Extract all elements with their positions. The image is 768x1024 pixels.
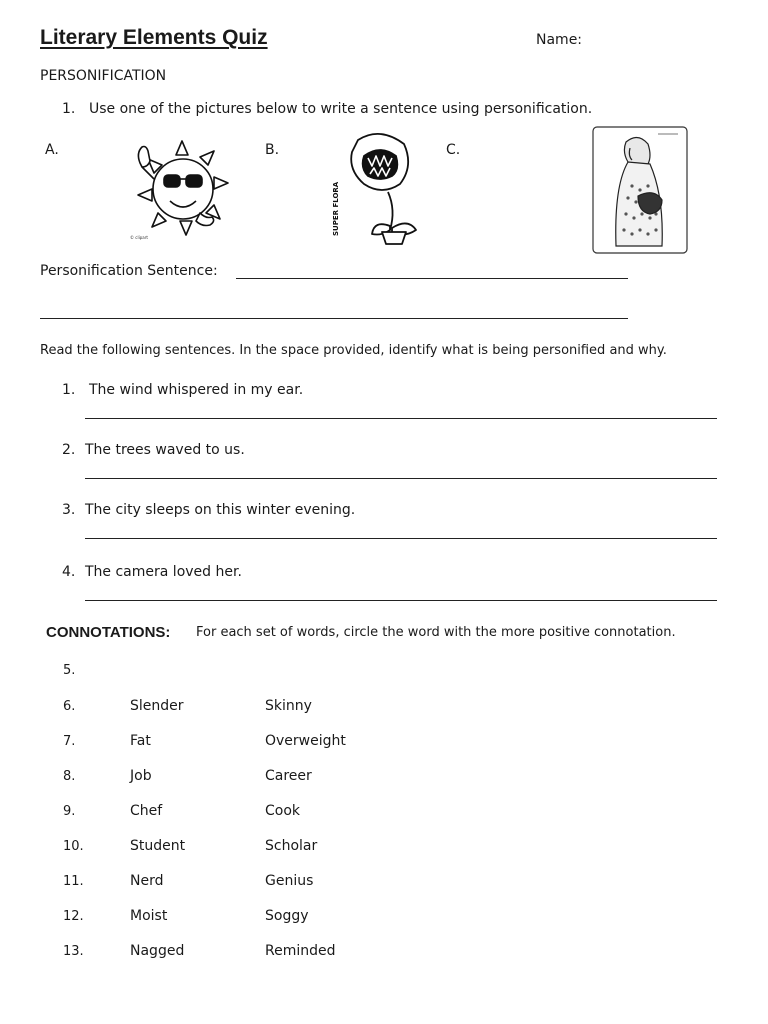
- word-b[interactable]: Soggy: [265, 908, 309, 924]
- connotations-instruction: For each set of words, circle the word with the more positive connotation.: [196, 625, 676, 640]
- pair-number: 9.: [63, 804, 76, 819]
- word-b[interactable]: Cook: [265, 803, 301, 819]
- name-label: Name:: [536, 32, 583, 48]
- svg-text:© clipart: © clipart: [130, 235, 148, 240]
- read-instruction: Read the following sentences. In the space provided, identify what is being personified and why.: [40, 343, 667, 358]
- svg-text:SUPER FLORA: SUPER FLORA: [332, 181, 340, 236]
- pair-number: 8.: [63, 769, 76, 784]
- word-a[interactable]: Student: [130, 838, 186, 854]
- connotation-number-5: 5.: [63, 663, 76, 678]
- pair-number: 6.: [63, 699, 76, 714]
- sentence-3-number: 3.: [62, 502, 76, 518]
- sentence-2-number: 2.: [62, 442, 76, 458]
- sun-with-sunglasses-icon: [126, 133, 238, 245]
- sentence-1-answer-line[interactable]: [85, 418, 717, 419]
- sentence-2-text: The trees waved to us.: [85, 442, 245, 458]
- word-b[interactable]: Skinny: [265, 698, 312, 714]
- word-b[interactable]: Scholar: [265, 838, 318, 854]
- sentence-4-text: The camera loved her.: [85, 564, 242, 580]
- sentence-3-answer-line[interactable]: [85, 538, 717, 539]
- woman-in-shawl-icon: [592, 126, 688, 254]
- personification-heading: PERSONIFICATION: [40, 68, 167, 84]
- word-a[interactable]: Chef: [130, 803, 163, 819]
- connotations-heading: CONNOTATIONS:: [46, 624, 171, 641]
- word-b[interactable]: Career: [265, 768, 312, 784]
- personification-sentence-label: Personification Sentence:: [40, 263, 218, 279]
- word-b[interactable]: Genius: [265, 873, 314, 889]
- word-a[interactable]: Nerd: [130, 873, 164, 889]
- pair-number: 10.: [63, 839, 84, 854]
- sentence-4-number: 4.: [62, 564, 76, 580]
- sentence-2-answer-line[interactable]: [85, 478, 717, 479]
- sentence-answer-line-2[interactable]: [40, 318, 628, 319]
- word-a[interactable]: Slender: [130, 698, 184, 714]
- sentence-answer-line-1[interactable]: [236, 278, 628, 279]
- question-1-number: 1.: [62, 101, 76, 117]
- sentence-1-text: The wind whispered in my ear.: [89, 382, 304, 398]
- option-c-label: C.: [446, 142, 461, 158]
- word-b[interactable]: Reminded: [265, 943, 336, 959]
- word-a[interactable]: Fat: [130, 733, 151, 749]
- pair-number: 13.: [63, 944, 84, 959]
- word-b[interactable]: Overweight: [265, 733, 346, 749]
- word-a[interactable]: Job: [130, 768, 152, 784]
- pair-number: 11.: [63, 874, 84, 889]
- sentence-1-number: 1.: [62, 382, 76, 398]
- option-a-label: A.: [45, 142, 59, 158]
- carnivorous-plant-icon: [330, 126, 430, 250]
- option-b-label: B.: [265, 142, 280, 158]
- word-a[interactable]: Moist: [130, 908, 168, 924]
- sentence-3-text: The city sleeps on this winter evening.: [85, 502, 356, 518]
- pair-number: 7.: [63, 734, 76, 749]
- page-title: Literary Elements Quiz: [40, 26, 268, 49]
- word-a[interactable]: Nagged: [130, 943, 185, 959]
- question-1-text: Use one of the pictures below to write a sentence using personification.: [89, 101, 593, 117]
- pair-number: 12.: [63, 909, 84, 924]
- sentence-4-answer-line[interactable]: [85, 600, 717, 601]
